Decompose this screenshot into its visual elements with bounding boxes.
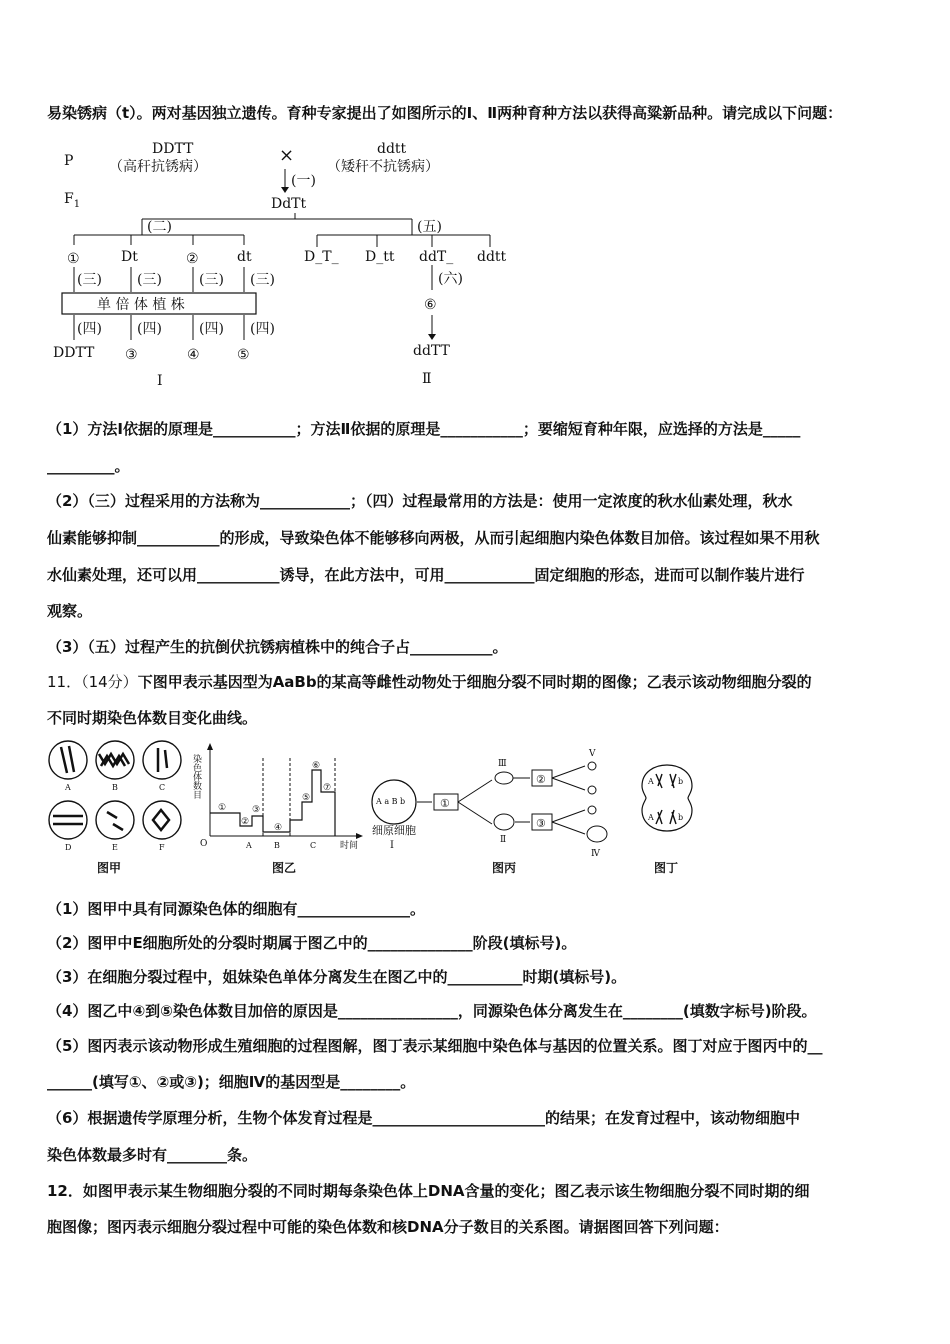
bing-cell-label: 细原细胞	[372, 824, 416, 837]
gamete-2: Dt	[121, 249, 138, 265]
jia-letter-a: A	[65, 783, 71, 792]
q10-line4: 仙素能够抑制___________的形成，导致染色体不能够移向两极，从而引起细胞内染色体数目加倍。该过程如果不用秋	[47, 529, 820, 547]
ding-allele-a: A	[648, 777, 654, 786]
yi-xtick-a: A	[246, 841, 252, 850]
bing-iv: Ⅳ	[591, 849, 600, 859]
offspring-4: ddtt	[477, 249, 507, 265]
ding-allele-b: b	[678, 813, 684, 822]
q11-q3: （3）在细胞分裂过程中，姐妹染色单体分离发生在图乙中的__________时期(填标号)。	[47, 968, 627, 986]
bing-box2: ②	[536, 773, 546, 786]
parent2-desc: （矮秆不抗锈病）	[327, 159, 439, 175]
figure-ding	[632, 738, 712, 878]
q11-line2: 不同时期染色体数目变化曲线。	[47, 709, 258, 727]
yi-xlabel: 时间	[340, 841, 359, 851]
yi-step-1: ①	[218, 803, 227, 813]
bing-box3: ③	[536, 817, 546, 830]
result-1: DDTT	[53, 345, 95, 361]
yi-step-4: ④	[274, 823, 283, 833]
f1-label: $F_1$	[64, 191, 81, 210]
parent1: DDTT	[152, 141, 194, 157]
yi-step-7: ⑦	[323, 783, 332, 793]
step4-label-3: (四)	[199, 321, 224, 337]
jia-letter-b: B	[112, 783, 118, 792]
q11-q6b: 染色体数最多时有________条。	[47, 1146, 258, 1164]
bing-iii: Ⅲ	[498, 759, 507, 769]
yi-xtick-c: C	[310, 841, 317, 850]
jia-letter-e: E	[112, 843, 118, 852]
result-2: ③	[125, 347, 138, 363]
q10-line2: _________。	[47, 457, 130, 475]
figure-bing	[370, 738, 620, 878]
q12-line1: 12．如图甲表示某生物细胞分裂的不同时期每条染色体上DNA含量的变化；图乙表示该生物细胞分裂不同时期的细	[47, 1182, 810, 1200]
bing-genes: A a B b	[376, 797, 406, 806]
bing-i: Ⅰ	[390, 840, 394, 851]
offspring-1: D_T_	[304, 249, 339, 265]
figure-yi	[190, 738, 370, 878]
q11-q6a: （6）根据遗传学原理分析，生物个体发育过程是_______________________的结果；在发育过程中，该动物细胞中	[47, 1109, 800, 1127]
q10-line5: 水仙素处理，还可以用___________诱导，在此方法中，可用____________固定细胞的形态，进而可以制作装片进行	[47, 566, 805, 584]
yi-ylabel: 染色体数目	[191, 754, 201, 799]
ding-allele-b2: b	[678, 777, 684, 786]
offspring-3: ddT_	[419, 249, 454, 265]
method1-label: Ⅰ	[157, 373, 163, 389]
yi-step-5: ⑤	[302, 793, 311, 803]
yi-xtick-b: B	[274, 841, 280, 850]
f1-genotype: DdTt	[271, 196, 307, 212]
result-4: ⑤	[237, 347, 250, 363]
step5-label: (五)	[417, 219, 442, 235]
yi-origin: O	[200, 839, 208, 849]
q11-number: 11．（14分）	[47, 673, 138, 691]
yi-step-3: ③	[252, 805, 261, 815]
yi-caption: 图乙	[272, 861, 297, 875]
breeding-diagram	[47, 135, 607, 390]
step4-label-4: (四)	[250, 321, 275, 337]
step3-label-2: (三)	[137, 272, 162, 288]
gamete-1: ①	[67, 251, 80, 267]
q10-line1: （1）方法Ⅰ依据的原理是___________；方法Ⅱ依据的原理是___________；要缩短育种年限，应选择的方法是_____	[47, 420, 801, 438]
jia-caption: 图甲	[97, 861, 122, 875]
parent1-desc: （高秆抗锈病）	[109, 159, 207, 175]
q12-line2: 胞图像；图丙表示细胞分裂过程中可能的染色体数和核DNA分子数目的关系图。请据图回答下列问题：	[47, 1218, 729, 1236]
q11-line1: 11．（14分）下图甲表示基因型为AaBb的某高等雌性动物处于细胞分裂不同时期的图像；乙表示该动物细胞分裂的	[47, 673, 812, 691]
final-genotype: ddTT	[413, 343, 450, 359]
q10-line7: （3）（五）过程产生的抗倒伏抗锈病植株中的纯合子占___________。	[47, 638, 508, 656]
q11-q4: （4）图乙中④到⑤染色体数目加倍的原因是________________，同源染色体分离发生在________(填数字标号)阶段。	[47, 1002, 817, 1020]
p-label: P	[64, 153, 74, 169]
circle6: ⑥	[424, 297, 437, 313]
offspring-2: D_tt	[365, 249, 395, 265]
result-3: ④	[187, 347, 200, 363]
figure-jia	[45, 738, 185, 878]
gamete-4: dt	[237, 249, 252, 265]
step4-label-1: (四)	[77, 321, 102, 337]
parent2: ddtt	[377, 141, 407, 157]
method2-label: Ⅱ	[422, 371, 432, 387]
haploid-box: 单 倍 体 植 株	[97, 297, 185, 313]
step3-label-4: (三)	[250, 272, 275, 288]
yi-step-6: ⑥	[312, 761, 321, 771]
step4-label-2: (四)	[137, 321, 162, 337]
q10-line6: 观察。	[47, 602, 93, 620]
q11-q5b: ______(填写①、②或③)；细胞Ⅳ的基因型是________。	[47, 1073, 416, 1091]
q10-line3: （2）（三）过程采用的方法称为____________；（四）过程最常用的方法是：使用一定浓度的秋水仙素处理，秋水	[47, 492, 793, 510]
intro-text: 易染锈病（t）。两对基因独立遗传。育种专家提出了如图所示的Ⅰ、Ⅱ两种育种方法以获得高粱新品种。请完成以下问题：	[47, 104, 843, 122]
jia-letter-f: F	[159, 843, 165, 852]
jia-letter-c: C	[159, 783, 166, 792]
bing-ii: Ⅱ	[500, 835, 507, 845]
q11-q1: （1）图甲中具有同源染色体的细胞有_______________。	[47, 900, 425, 918]
step1-label: (一)	[291, 173, 316, 189]
bing-v: Ⅴ	[589, 749, 596, 759]
bing-box1: ①	[440, 797, 450, 810]
step3-label-3: (三)	[199, 272, 224, 288]
q11-q2: （2）图甲中E细胞所处的分裂时期属于图乙中的______________阶段(填标号)。	[47, 934, 577, 952]
ding-allele-a2: A	[648, 813, 654, 822]
step2-label: (二)	[147, 219, 172, 235]
cross-symbol: ×	[279, 145, 295, 166]
bing-caption: 图丙	[492, 861, 517, 875]
yi-step-2: ②	[241, 817, 250, 827]
q11-q5a: （5）图丙表示该动物形成生殖细胞的过程图解，图丁表示某细胞中染色体与基因的位置关系。图丁对应于图丙中的__	[47, 1037, 823, 1055]
ding-caption: 图丁	[654, 861, 679, 875]
step6-label: (六)	[438, 271, 463, 287]
jia-letter-d: D	[65, 843, 72, 852]
step3-label-1: (三)	[77, 272, 102, 288]
gamete-3: ②	[186, 251, 199, 267]
